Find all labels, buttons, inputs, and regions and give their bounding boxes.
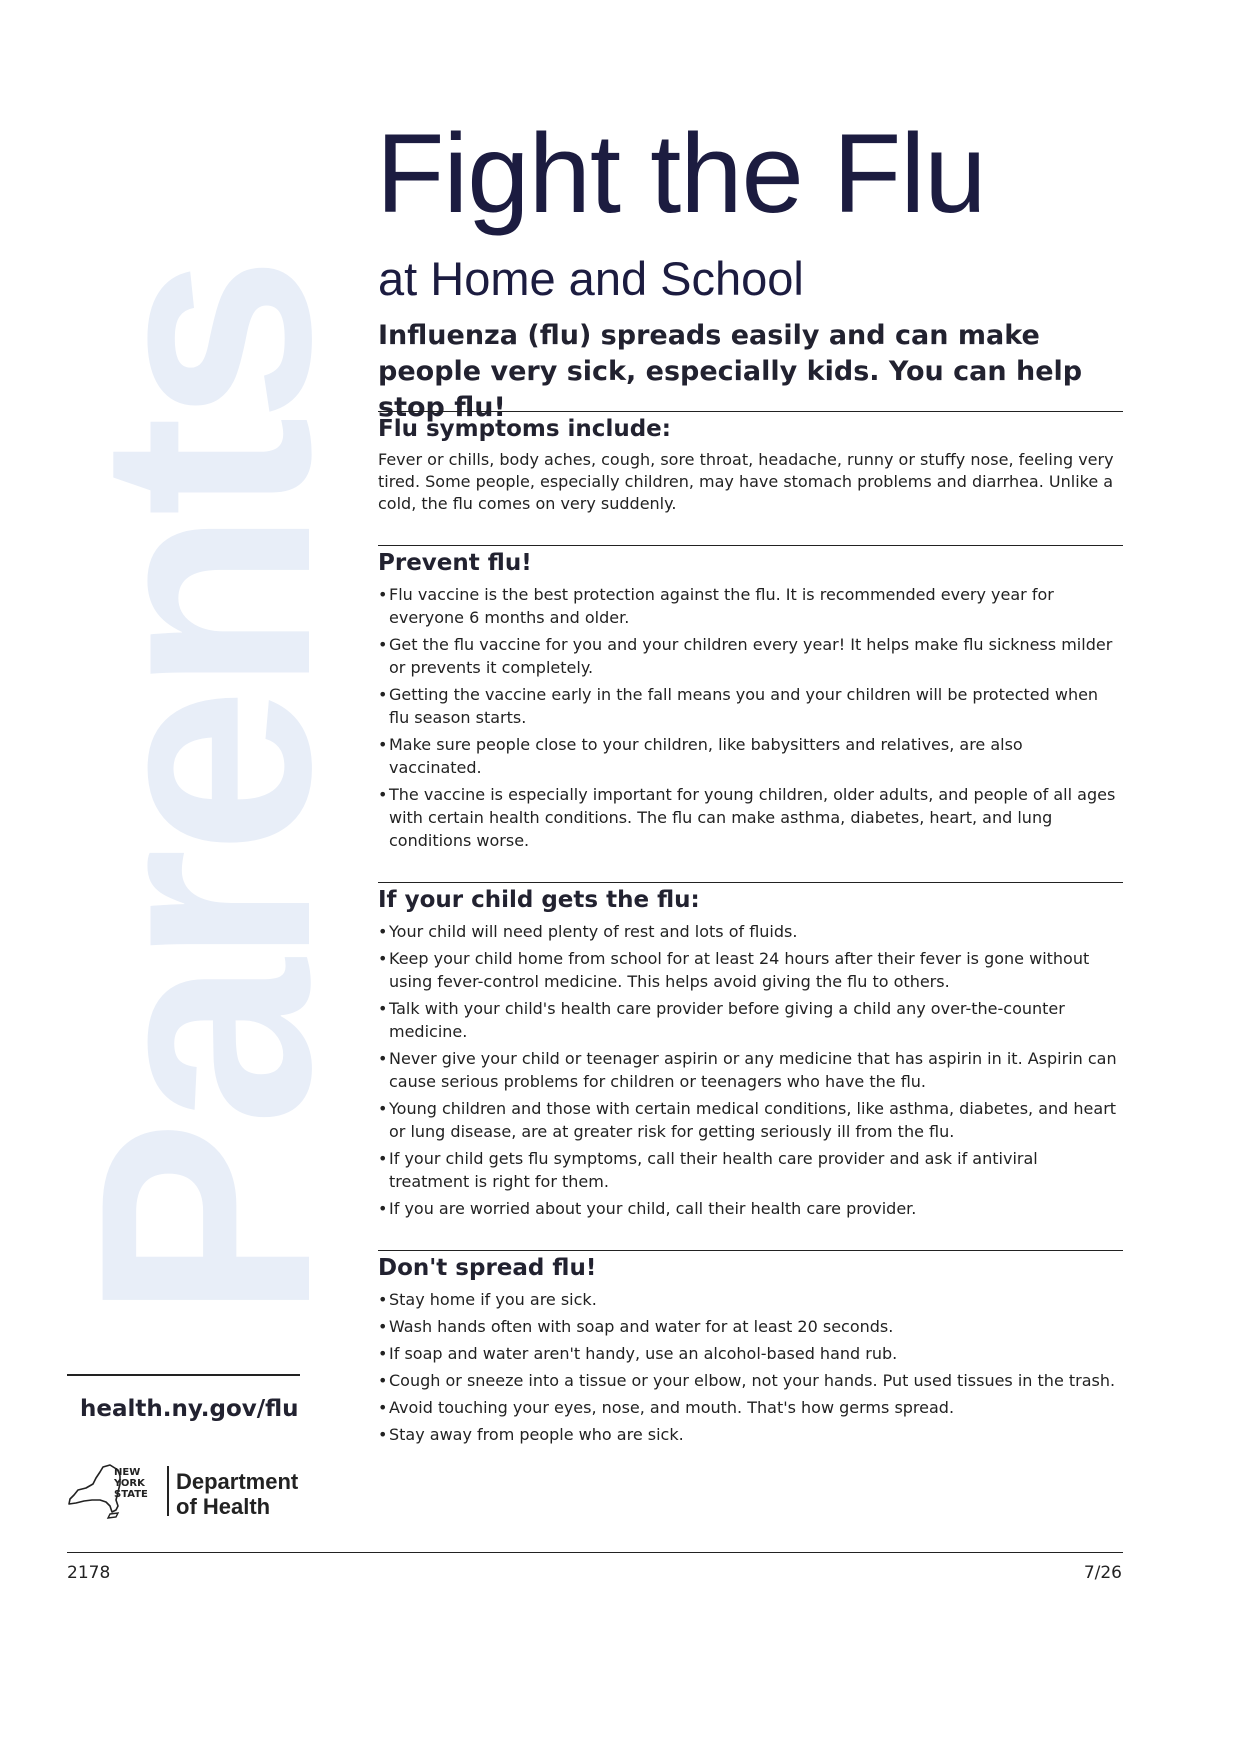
- spread-list: [378, 1288, 1118, 1446]
- intro-text: Influenza (flu) spreads easily and can make people very sick, especially kids. You can help stop flu!: [378, 320, 1083, 423]
- list-item: • If you are worried about your child, call their health care provider.: [378, 1197, 1118, 1220]
- child-heading: If your child gets the flu:: [378, 887, 700, 913]
- list-item: • Young children and those with certain medical conditions, like asthma, diabetes, and heart or lung disease, are at greater risk for getting seriously ill from the flu.: [378, 1097, 1118, 1143]
- page-subtitle: at Home and School: [378, 252, 804, 305]
- logo-state-line: STATE: [114, 1489, 148, 1500]
- section-divider: [378, 882, 1123, 883]
- list-item: • Getting the vaccine early in the fall means you and your children will be protected when flu season starts.: [378, 683, 1118, 729]
- section-divider: [378, 1250, 1123, 1251]
- list-item: • Flu vaccine is the best protection against the flu. It is recommended every year for everyone 6 months and older.: [378, 583, 1118, 629]
- list-item: • Cough or sneeze into a tissue or your elbow, not your hands. Put used tissues in the trash.: [378, 1369, 1118, 1392]
- footer-divider: [67, 1552, 1123, 1553]
- child-section: [378, 886, 1118, 1224]
- logo-dept-line: of Health: [176, 1494, 271, 1519]
- website-link[interactable]: health.ny.gov/flu: [80, 1396, 299, 1422]
- symptoms-text: Fever or chills, body aches, cough, sore throat, headache, runny or stuffy nose, feeling very tired. Some people, especially children, may have stomach problems and diarrhea. Unlike a cold, the flu comes on very suddenly.: [378, 450, 1114, 513]
- list-item: • Your child will need plenty of rest and lots of fluids.: [378, 920, 1118, 943]
- logo-state-line: NEW: [114, 1467, 141, 1478]
- nys-doh-logo: [66, 1462, 316, 1524]
- list-item: • If soap and water aren't handy, use an alcohol-based hand rub.: [378, 1342, 1118, 1365]
- list-item: • Avoid touching your eyes, nose, and mouth. That's how germs spread.: [378, 1396, 1118, 1419]
- list-item: • Never give your child or teenager aspirin or any medicine that has aspirin in it. Aspirin can cause serious problems for children or teenagers who have the flu.: [378, 1047, 1118, 1093]
- list-item: • Make sure people close to your children, like babysitters and relatives, are also vaccinated.: [378, 733, 1118, 779]
- logo-divider: [167, 1466, 169, 1516]
- list-item: • Stay away from people who are sick.: [378, 1423, 1118, 1446]
- logo-state-line: YORK: [114, 1478, 145, 1489]
- prevent-list: [378, 583, 1118, 852]
- page-title: Fight the Flu: [376, 111, 986, 236]
- symptoms-heading: Flu symptoms include:: [378, 416, 671, 442]
- prevent-heading: Prevent flu!: [378, 550, 532, 576]
- child-list: [378, 920, 1118, 1220]
- form-number: 2178: [67, 1563, 111, 1583]
- list-item: • Keep your child home from school for at least 24 hours after their fever is gone without using fever-control medicine. This helps avoid giving the flu to others.: [378, 947, 1118, 993]
- section-divider: [378, 411, 1123, 412]
- list-item: • Get the flu vaccine for you and your children every year! It helps make flu sickness milder or prevents it completely.: [378, 633, 1118, 679]
- spread-section: [378, 1254, 1118, 1450]
- list-item: • If your child gets flu symptoms, call their health care provider and ask if antiviral treatment is right for them.: [378, 1147, 1118, 1193]
- revision-date: 7/26: [1083, 1563, 1122, 1583]
- list-item: • The vaccine is especially important for young children, older adults, and people of all ages with certain health conditions. The flu can make asthma, diabetes, heart, and lung conditions worse.: [378, 783, 1118, 852]
- prevent-section: [378, 549, 1118, 856]
- parents-watermark: Parents: [37, 261, 373, 1320]
- list-item: • Talk with your child's health care provider before giving a child any over-the-counter medicine.: [378, 997, 1118, 1043]
- url-divider: [67, 1374, 300, 1376]
- spread-heading: Don't spread flu!: [378, 1255, 597, 1281]
- list-item: • Stay home if you are sick.: [378, 1288, 1118, 1311]
- list-item: • Wash hands often with soap and water for at least 20 seconds.: [378, 1315, 1118, 1338]
- logo-department-name: [176, 1469, 298, 1519]
- symptoms-section: [378, 415, 1118, 515]
- logo-dept-line: Department: [176, 1469, 299, 1494]
- section-divider: [378, 545, 1123, 546]
